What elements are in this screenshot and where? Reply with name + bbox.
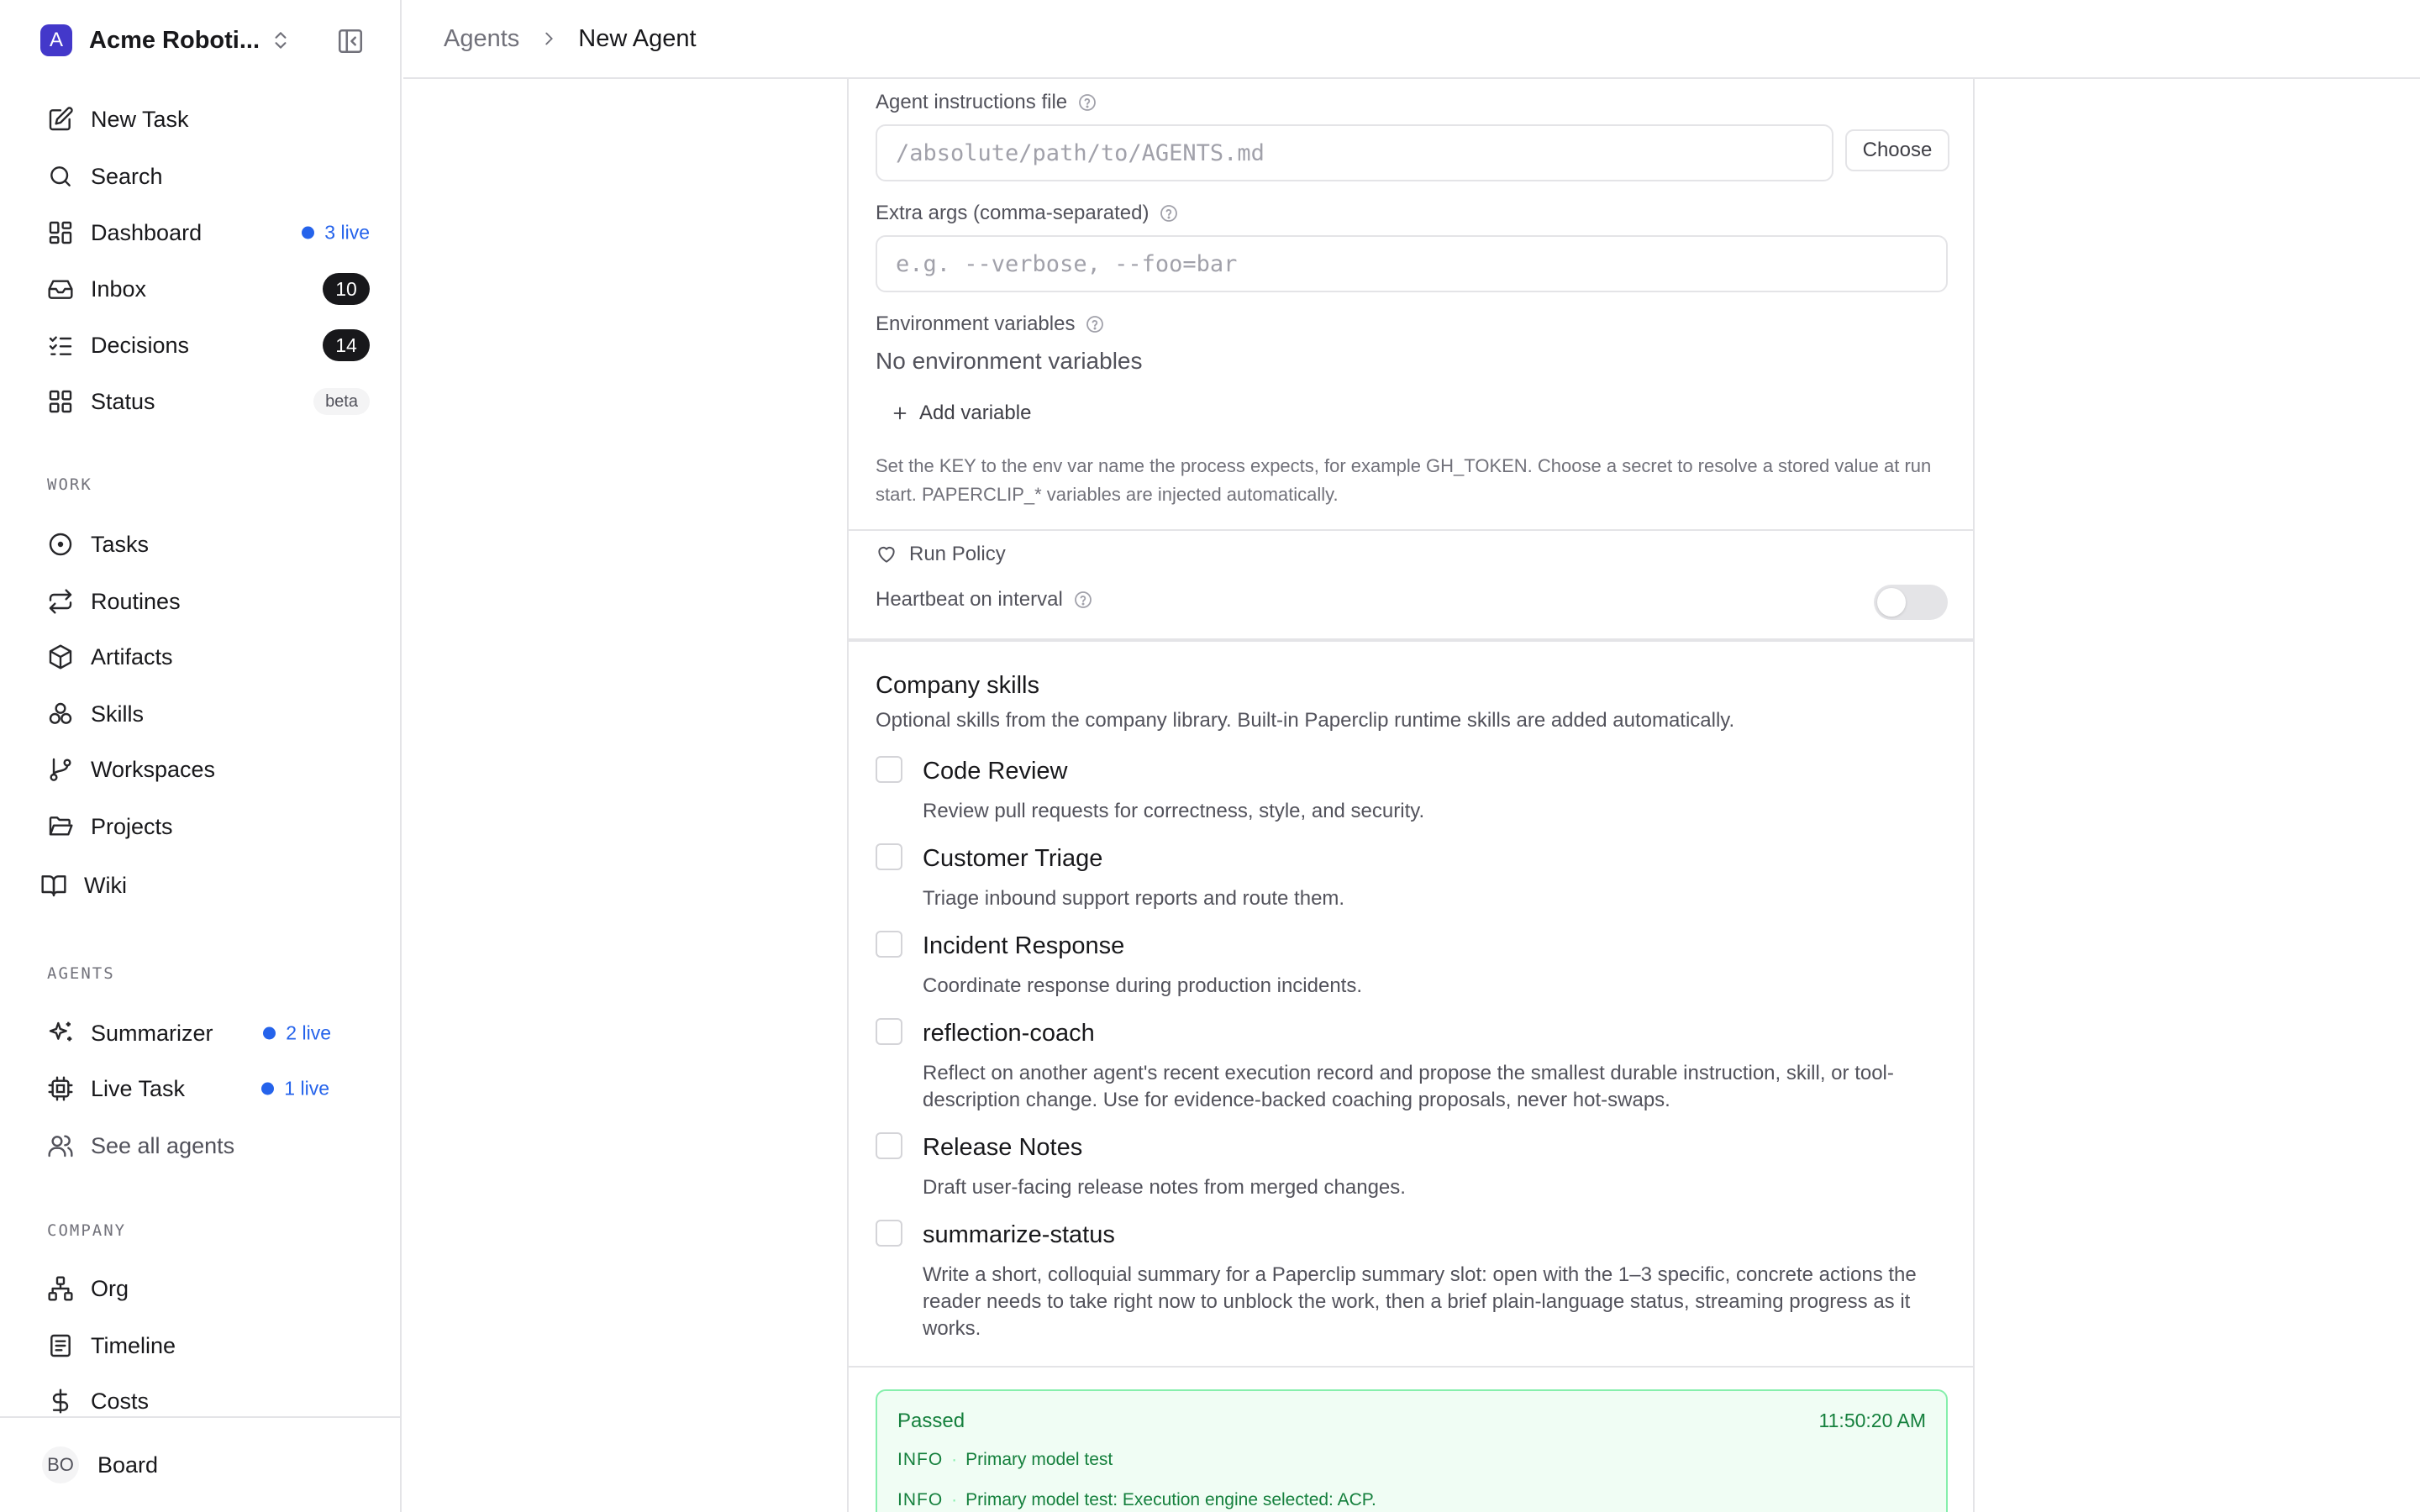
nav-label: Artifacts [91,643,173,669]
book-open-icon [40,872,67,899]
live-dot [261,1083,274,1095]
nav-label: Wiki [84,872,127,898]
nav-wiki[interactable] [34,862,370,909]
boxes-icon [47,701,74,727]
live-indicator [261,1078,329,1100]
help-circle-icon[interactable] [1077,92,1097,113]
nav-label: Skills [91,701,145,727]
skill-name: reflection-coach [923,1020,1095,1047]
nav-search[interactable] [34,153,370,200]
skill-checkbox[interactable] [876,1132,902,1159]
dollar-sign-icon [47,1388,74,1415]
skill-name: Customer Triage [923,845,1103,872]
heartbeat-toggle[interactable] [1874,585,1948,620]
run-policy-heading [876,543,1006,566]
user-name: Board [97,1452,159,1478]
nav-decisions[interactable] [34,322,370,369]
nav-inbox[interactable] [34,265,370,312]
avatar: BO [42,1446,79,1483]
nav-dashboard[interactable] [34,209,370,256]
agent-form-panel [847,79,1975,1512]
nav-label: See all agents [91,1132,235,1158]
help-circle-icon[interactable] [1085,314,1105,334]
test-result-panel [876,1389,1948,1512]
chevrons-up-down-icon [270,28,292,53]
help-circle-icon[interactable] [1073,590,1093,610]
sidebar [0,0,402,1512]
heart-icon [876,543,897,565]
instructions-file-input[interactable]: /absolute/path/to/AGENTS.md [876,124,1833,181]
log-level: INFO [897,1450,944,1469]
nav-artifacts[interactable] [34,633,370,680]
help-circle-icon[interactable] [1159,203,1179,223]
env-vars-label [876,312,1105,336]
folder-open-icon [47,813,74,840]
skill-description: Triage inbound support reports and route them. [923,887,1345,910]
nav-label: Dashboard [91,219,203,245]
env-vars-hint: Set the KEY to the env var name the process expects, for example GH_TOKEN. Choose a secret to resolve a stored value at run start. PAPERCLIP_* variables are injected automatically. [876,455,1932,505]
nav-label: Timeline [91,1332,176,1358]
nav-label: Org [91,1275,129,1301]
log-separator: · [951,1450,958,1469]
run-policy-title: Run Policy [909,543,1006,565]
nav-skills[interactable] [34,690,370,738]
nav-label: Costs [91,1388,150,1414]
skill-name: Release Notes [923,1134,1083,1161]
env-vars-empty: No environment variables [876,348,1143,374]
add-variable-label: Add variable [919,402,1032,424]
live-dot [263,1027,276,1040]
divider [849,638,1973,642]
breadcrumb [403,0,2420,79]
company-skills-title: Company skills [876,672,1039,699]
nav-label: New Task [91,106,189,132]
skill-description: Write a short, colloquial summary for a Paperclip summary slot: open with the 1–3 specific, concrete actions the reader needs to take right now to unblock the work, then a brief plain-language status, streaming progress as it works. [923,1263,1917,1340]
choose-file-button[interactable]: Choose [1845,129,1949,171]
nav-routines[interactable] [34,578,370,625]
field-label-text: Extra args (comma-separated) [876,202,1150,224]
skill-description: Coordinate response during production incidents. [923,974,1362,997]
skill-description: Review pull requests for correctness, style, and security. [923,800,1425,822]
list-checks-icon [47,332,74,359]
skill-checkbox[interactable] [876,931,902,958]
nav-tasks[interactable] [34,521,370,568]
skill-checkbox[interactable] [876,843,902,870]
chevron-right-icon [539,29,558,48]
field-label-text: Heartbeat on interval [876,588,1063,611]
grid-icon [47,388,74,415]
collapse-sidebar-icon[interactable] [336,27,365,55]
extra-args-label [876,202,1179,225]
repeat-icon [47,588,74,615]
section-label-work: WORK [47,475,92,494]
page-title: New Agent [578,24,697,52]
field-label-text: Agent instructions file [876,91,1068,113]
dashboard-icon [47,219,74,246]
breadcrumb-agents-link[interactable]: Agents [444,24,520,52]
divider [849,529,1973,531]
decisions-count-badge: 14 [323,329,370,361]
live-count: 3 live [324,221,370,244]
beta-badge: beta [313,388,370,415]
circle-dot-icon [47,531,74,558]
skill-name: summarize-status [923,1221,1115,1248]
user-menu[interactable] [0,1416,400,1512]
skill-description: Reflect on another agent's recent execution record and propose the smallest durable instruction, skill, or tool-description change. Use for evidence-backed coaching proposals, never hot-swaps. [923,1062,1894,1111]
nav-label: Live Task [91,1075,186,1101]
log-level: INFO [897,1490,944,1509]
nav-projects[interactable] [34,803,370,850]
log-separator: · [951,1490,958,1509]
nav-see-all-agents[interactable] [34,1122,370,1169]
test-timestamp: 11:50:20 AM [1818,1410,1926,1431]
live-count: 1 live [284,1077,329,1100]
nav-label: Summarizer [91,1020,213,1046]
toggle-knob [1877,588,1906,617]
nav-timeline[interactable] [34,1322,370,1369]
instructions-file-label [876,91,1097,114]
plus-icon [891,404,909,423]
skill-checkbox[interactable] [876,1018,902,1045]
scroll-text-icon [47,1332,74,1359]
live-indicator [302,222,370,244]
nav-label: Inbox [91,276,147,302]
cpu-icon [47,1075,74,1102]
log-message: Primary model test [965,1450,1113,1469]
nav-label: Decisions [91,332,190,358]
field-label-text: Environment variables [876,312,1076,335]
log-line [897,1490,1376,1510]
add-variable-button[interactable] [891,402,1031,425]
skill-checkbox[interactable] [876,1220,902,1247]
inbox-icon [47,276,74,302]
nav-org[interactable] [34,1265,370,1312]
nav-label: Routines [91,588,181,614]
section-label-agents: AGENTS [47,964,115,983]
nav-label: Workspaces [91,756,216,782]
company-switcher[interactable] [40,24,292,57]
nav-new-task[interactable] [34,96,370,143]
divider [849,1366,1973,1368]
company-name: Acme Roboti... [89,26,260,54]
nav-label: Projects [91,813,173,839]
users-icon [47,1132,74,1159]
nav-agent-summarizer[interactable] [34,1010,370,1057]
box-icon [47,643,74,670]
section-label-company: COMPANY [47,1221,127,1240]
log-line [897,1450,1113,1470]
heartbeat-label [876,588,1093,612]
live-indicator [263,1022,331,1045]
pencil-square-icon [47,106,74,133]
company-avatar: A [40,24,72,56]
git-branch-icon [47,756,74,783]
nav-status[interactable] [34,378,370,425]
nav-agent-live-task[interactable] [34,1065,370,1112]
test-status: Passed [897,1410,965,1432]
extra-args-input[interactable]: e.g. --verbose, --foo=bar [876,235,1948,292]
nav-label: Search [91,163,163,189]
live-count: 2 live [286,1021,331,1044]
skill-description: Draft user-facing release notes from merged changes. [923,1176,1406,1199]
skill-name: Incident Response [923,932,1125,959]
skill-name: Code Review [923,758,1068,785]
inbox-count-badge: 10 [323,273,370,305]
live-dot [302,227,314,239]
nav-label: Tasks [91,531,150,557]
nav-workspaces[interactable] [34,746,370,793]
sparkles-icon [47,1020,74,1047]
log-message: Primary model test: Execution engine selected: ACP. [965,1490,1376,1509]
org-chart-icon [47,1275,74,1302]
search-icon [47,163,74,190]
skill-checkbox[interactable] [876,756,902,783]
nav-label: Status [91,388,155,414]
company-skills-subtitle: Optional skills from the company library. Built-in Paperclip runtime skills are added automatically. [876,709,1735,732]
